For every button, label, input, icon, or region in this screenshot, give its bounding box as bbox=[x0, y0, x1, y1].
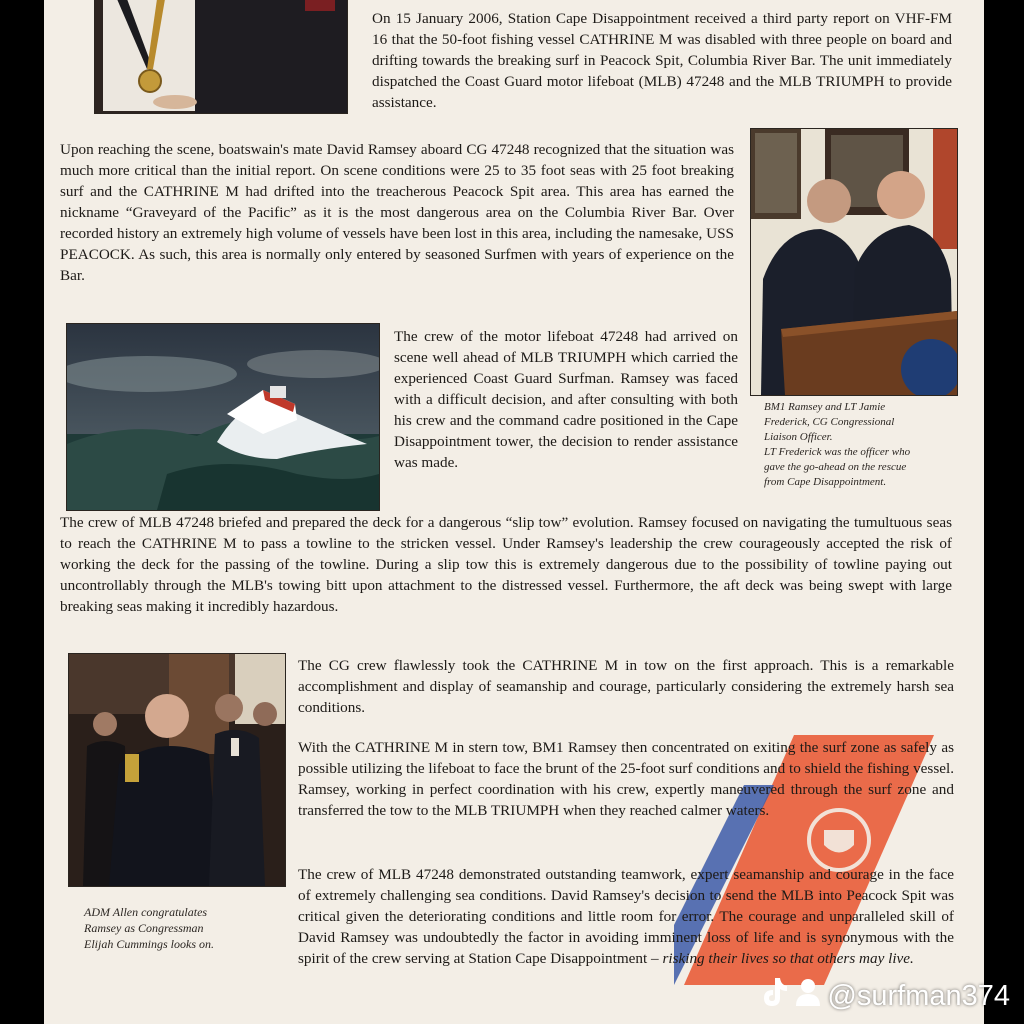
caption-line: from Cape Disappointment. bbox=[764, 476, 887, 488]
lifeboat-surf-photo-art bbox=[67, 324, 379, 510]
caption-line: Liaison Officer. bbox=[764, 431, 833, 443]
paragraph-report: On 15 January 2006, Station Cape Disappointment received a third party report on VHF-FM 16 that the 50-foot fishing vessel CATHRINE M was disabled with three people on board and drifting towards the breaking surf in Peacock Spit, Columbia River Bar. The unit immediately dispatched the Coast Guard motor lifeboat (MLB) 47248 and the MLB TRIUMPH to provide assistance. bbox=[372, 10, 952, 111]
admiral-photo-caption bbox=[84, 904, 284, 952]
podium-photo-caption bbox=[764, 400, 964, 490]
paragraph-slip-tow: The crew of MLB 47248 briefed and prepared the deck for a dangerous “slip tow” evolution. Ramsey focused on navigating the tumultuous seas to reach the CATHRINE M to pass a towline to the stricken vessel. Under Ramsey's leadership the crew courageously accepted the risk of working the deck for the passing of the towline. During a slip tow this is extremely dangerous due to the possibility of towline paying out uncontrollably through the MLB's towing bitt upon attachment to the distressed vessel. Furthermore, the aft deck was being swept with large breaking seas making it incredibly hazardous. bbox=[60, 514, 952, 615]
paragraph-decision: The crew of the motor lifeboat 47248 had arrived on scene well ahead of MLB TRIUMPH which carried the experienced Coast Guard Surfman. Ramsey was faced with a difficult decision, and after consulting with both his crew and the command cadre positioned in the Cape Disappointment tower, the decision to render assistance was made. bbox=[394, 328, 738, 471]
social-watermark bbox=[759, 976, 1010, 1016]
motto-text: risking their lives so that others may live. bbox=[662, 950, 914, 967]
caption-line: Frederick, CG Congressional bbox=[764, 416, 895, 428]
conclusion-text: The crew of MLB 47248 demonstrated outstanding teamwork, expert seamanship and courage in the face of extremely challenging sea conditions. David Ramsey's decision to send the MLB into Peacock Spit was critical given the deteriorating conditions and little room for error. The courage and unparalleled skill of David Ramsey was undoubtedly the factor in avoiding imminent loss of life and is synonymous with the spirit of the crew serving at Station Cape Disappointment – bbox=[298, 866, 954, 967]
caption-line: ADM Allen congratulates bbox=[84, 905, 208, 919]
caption-line: Ramsey as Congressman bbox=[84, 921, 204, 935]
admiral-congratulates-photo bbox=[68, 653, 286, 887]
podium-photo-art bbox=[751, 129, 957, 395]
watermark-handle: @surfman374 bbox=[827, 979, 1010, 1012]
paragraph-tow: The CG crew flawlessly took the CATHRINE M in tow on the first approach. This is a remarkable accomplishment and display of seamanship and courage, particularly considering the extremely harsh sea conditions. bbox=[298, 657, 954, 716]
document-page bbox=[44, 0, 984, 1024]
person-icon bbox=[795, 977, 821, 1015]
paragraph-exit-surf: With the CATHRINE M in stern tow, BM1 Ramsey then concentrated on exiting the surf zone as safely as possible utilizing the lifeboat to face the brunt of the 25-foot surf conditions and to shield the fishing vessel. Ramsey, working in perfect coordination with his crew, expertly maneuvered through the surf zone and transferred the tow to the MLB TRIUMPH when they reached calmer waters. bbox=[298, 739, 954, 819]
lifeboat-surf-photo bbox=[66, 323, 380, 511]
paragraph-scene: Upon reaching the scene, boatswain's mate David Ramsey aboard CG 47248 recognized that the situation was much more critical than the initial report. On scene conditions were 25 to 35 foot seas with 25 foot breaking surf and the CATHRINE M had drifted into the treacherous Peacock Spit area. This area has earned the nickname “Graveyard of the Pacific” as it is the most dangerous area on the Columbia River Bar. Over recorded history an extremely high volume of vessels have been lost in this area, including the namesake, USS PEACOCK. As such, this area is normally only entered by seasoned Surfmen with years of experience on the Bar. bbox=[60, 141, 734, 284]
caption-line: BM1 Ramsey and LT Jamie bbox=[764, 401, 886, 413]
tiktok-icon bbox=[759, 976, 789, 1016]
paragraph-conclusion bbox=[298, 864, 954, 969]
caption-line: Elijah Cummings looks on. bbox=[84, 937, 215, 951]
caption-line: gave the go-ahead on the rescue bbox=[764, 461, 907, 473]
caption-line: LT Frederick was the officer who bbox=[764, 446, 911, 458]
medal-photo-art bbox=[95, 0, 347, 113]
medal-photo bbox=[94, 0, 348, 114]
admiral-photo-art bbox=[69, 654, 285, 886]
podium-photo bbox=[750, 128, 958, 396]
